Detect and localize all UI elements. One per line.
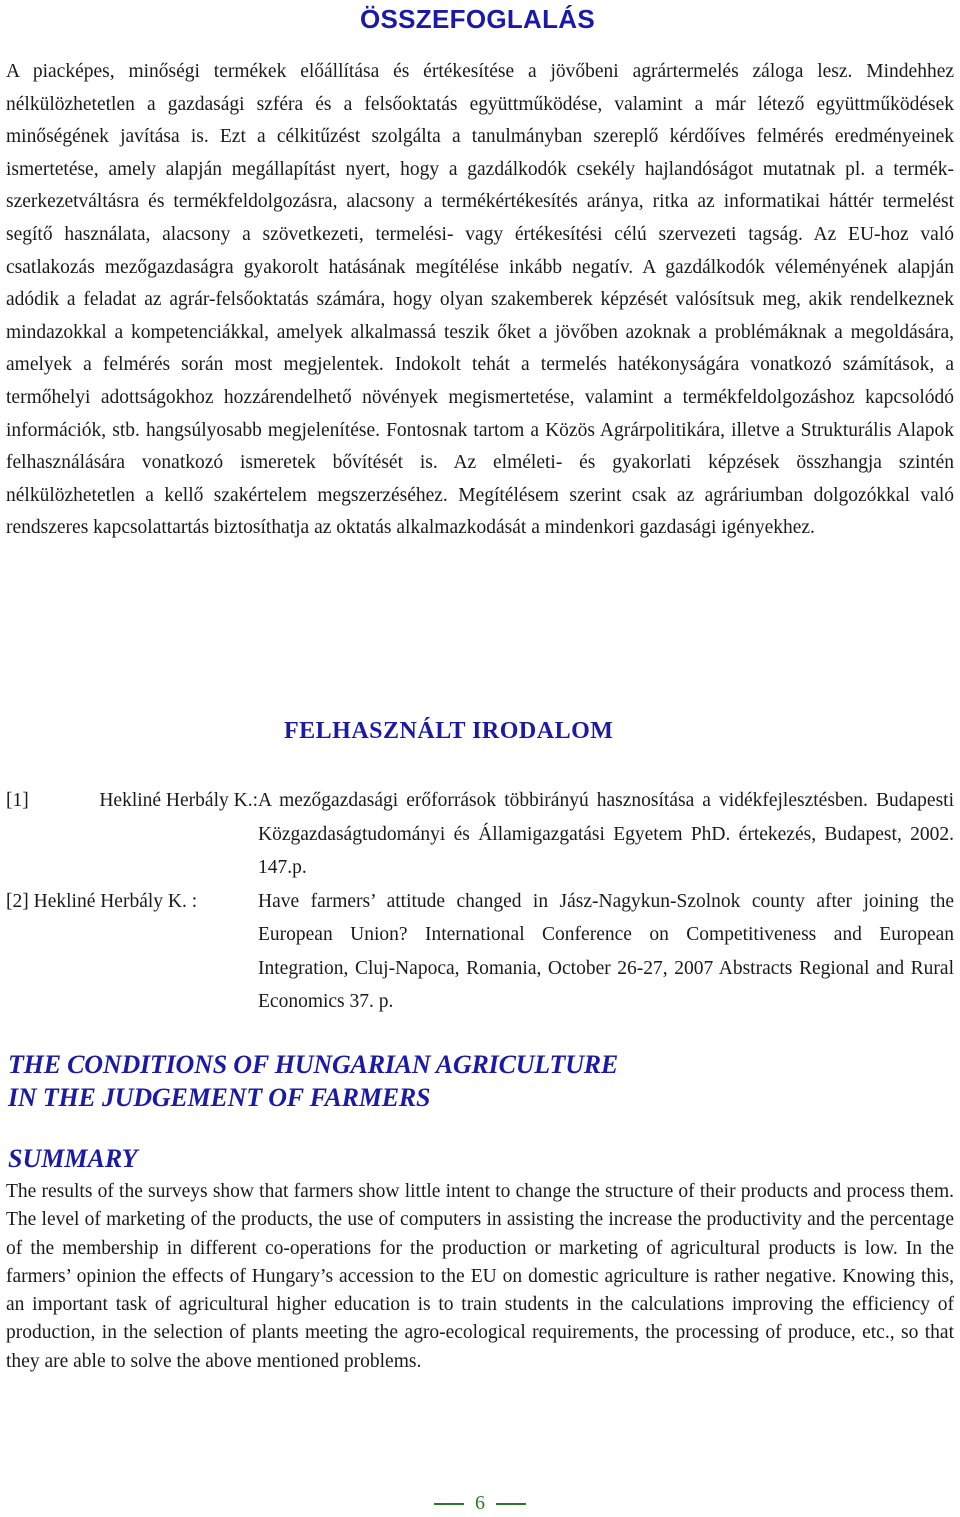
reference-item-1 xyxy=(6,784,954,885)
summary-hu-title: ÖSSZEFOGLALÁS xyxy=(360,4,596,34)
page-footer xyxy=(6,1492,954,1515)
reference-number: [2] xyxy=(6,890,29,912)
english-title-line-2: IN THE JUDGEMENT OF FARMERS xyxy=(8,1083,431,1112)
reference-text: A mezőgazdasági erőforrások többirányú hasznosítása a vidékfejlesztésben. Budapesti Közgazdaságtudományi és Államigazgatási Egyetem PhD. értekezés, Budapest, 2002. 147.p. xyxy=(258,790,954,878)
english-title xyxy=(8,1048,618,1114)
references-title: FELHASZNÁLT IRODALOM xyxy=(284,718,614,744)
reference-author: Hekliné Herbály K. : xyxy=(33,890,198,912)
page-number: 6 xyxy=(475,1492,485,1514)
summary-en-paragraph: The results of the surveys show that farmers show little intent to change the structure of their products and process them. The level of marketing of the products, the use of computers in assisting the increase the productivity and the percentage of the membership in different co-operations for the production or marketing of agricultural products is low. In the farmers’ opinion the effects of Hungary’s accession to the EU on domestic agriculture is rather negative. Knowing this, an important task of agricultural higher education is to train students in the calculations improving the efficiency of production, in the selection of plants meeting the agro-ecological requirements, the processing of produce, etc., so that they are able to solve the above mentioned problems. xyxy=(6,1181,954,1372)
reference-author: Hekliné Herbály K.: xyxy=(99,790,258,811)
reference-text: Have farmers’ attitude changed in Jász-Nagykun-Szolnok county after joining the European Union? International Conference on Competitiveness and European Integration, Cluj-Napoca, Romania, October 26-27, 2007 Abstracts Regional and Rural Economics 37. p. xyxy=(258,890,954,1012)
summary-hu-paragraph: A piacképes, minőségi termékek előállítása és értékesítése a jövőbeni agrártermelés záloga lesz. Mindehhez nélkülözhetetlen a gazdasági szféra és a felsőoktatás együttműködése, valamint a már létező együttműködések minőségének javítása is. Ezt a célkitűzést szolgálta a tanulmányban szereplő kérdőíves felmérés eredményeinek ismertetése, amely alapján megállapítást nyert, hogy a gazdálkodók csekély hajlandóságot mutatnak pl. a termék-szerkezetváltásra és termékfeldolgozásra, alacsony a termékértékesítés aránya, ritka az informatikai háttér termelést segítő használata, alacsony a szövetkezeti, termelési- vagy értékesítési célú szervezeti tagság. Az EU-hoz való csatlakozás mezőgazdaságra gyakorolt hatásának megítélése inkább negatív. A gazdálkodók véleményének alapján adódik a feladat az agrár-felsőoktatás számára, hogy olyan szakemberek képzését valósítsuk meg, akik rendelkeznek mindazokkal a kompetenciákkal, amelyek alkalmassá teszik őket a jövőben azoknak a problémáknak a megoldására, amelyek a felmérés során most megjelentek. Indokolt tehát a termelés hatékonyságára vonatkozó számítások, a termőhelyi adottságokhoz hozzárendelhető növények megismertetése, valamint a termékfeldolgozáshoz kapcsolódó információk, stb. hangsúlyosabb megjelenítése. Fontosnak tartom a Közös Agrárpolitikára, illetve a Strukturális Alapok felhasználására vonatkozó ismeretek bővítését is. Az elméleti- és gyakorlati képzések összhangja szintén nélkülözhetetlen a kellő szakértelem megszerzéséhez. Megítélésem szerint csak az agráriumban dolgozókkal való rendszeres kapcsolattartás biztosíthatja az oktatás alkalmazkodását a mindenkori gazdasági igényekhez. xyxy=(6,61,954,539)
reference-number: [1] xyxy=(6,790,29,811)
english-title-line-1: THE CONDITIONS OF HUNGARIAN AGRICULTURE xyxy=(8,1050,619,1079)
references-list xyxy=(6,784,954,1019)
reference-label xyxy=(6,885,258,1019)
reference-label xyxy=(6,784,258,885)
reference-item-2 xyxy=(6,885,954,1019)
footer-rule-left xyxy=(434,1503,464,1505)
footer-rule-right xyxy=(496,1503,526,1505)
summary-en-title: SUMMARY xyxy=(8,1144,138,1173)
